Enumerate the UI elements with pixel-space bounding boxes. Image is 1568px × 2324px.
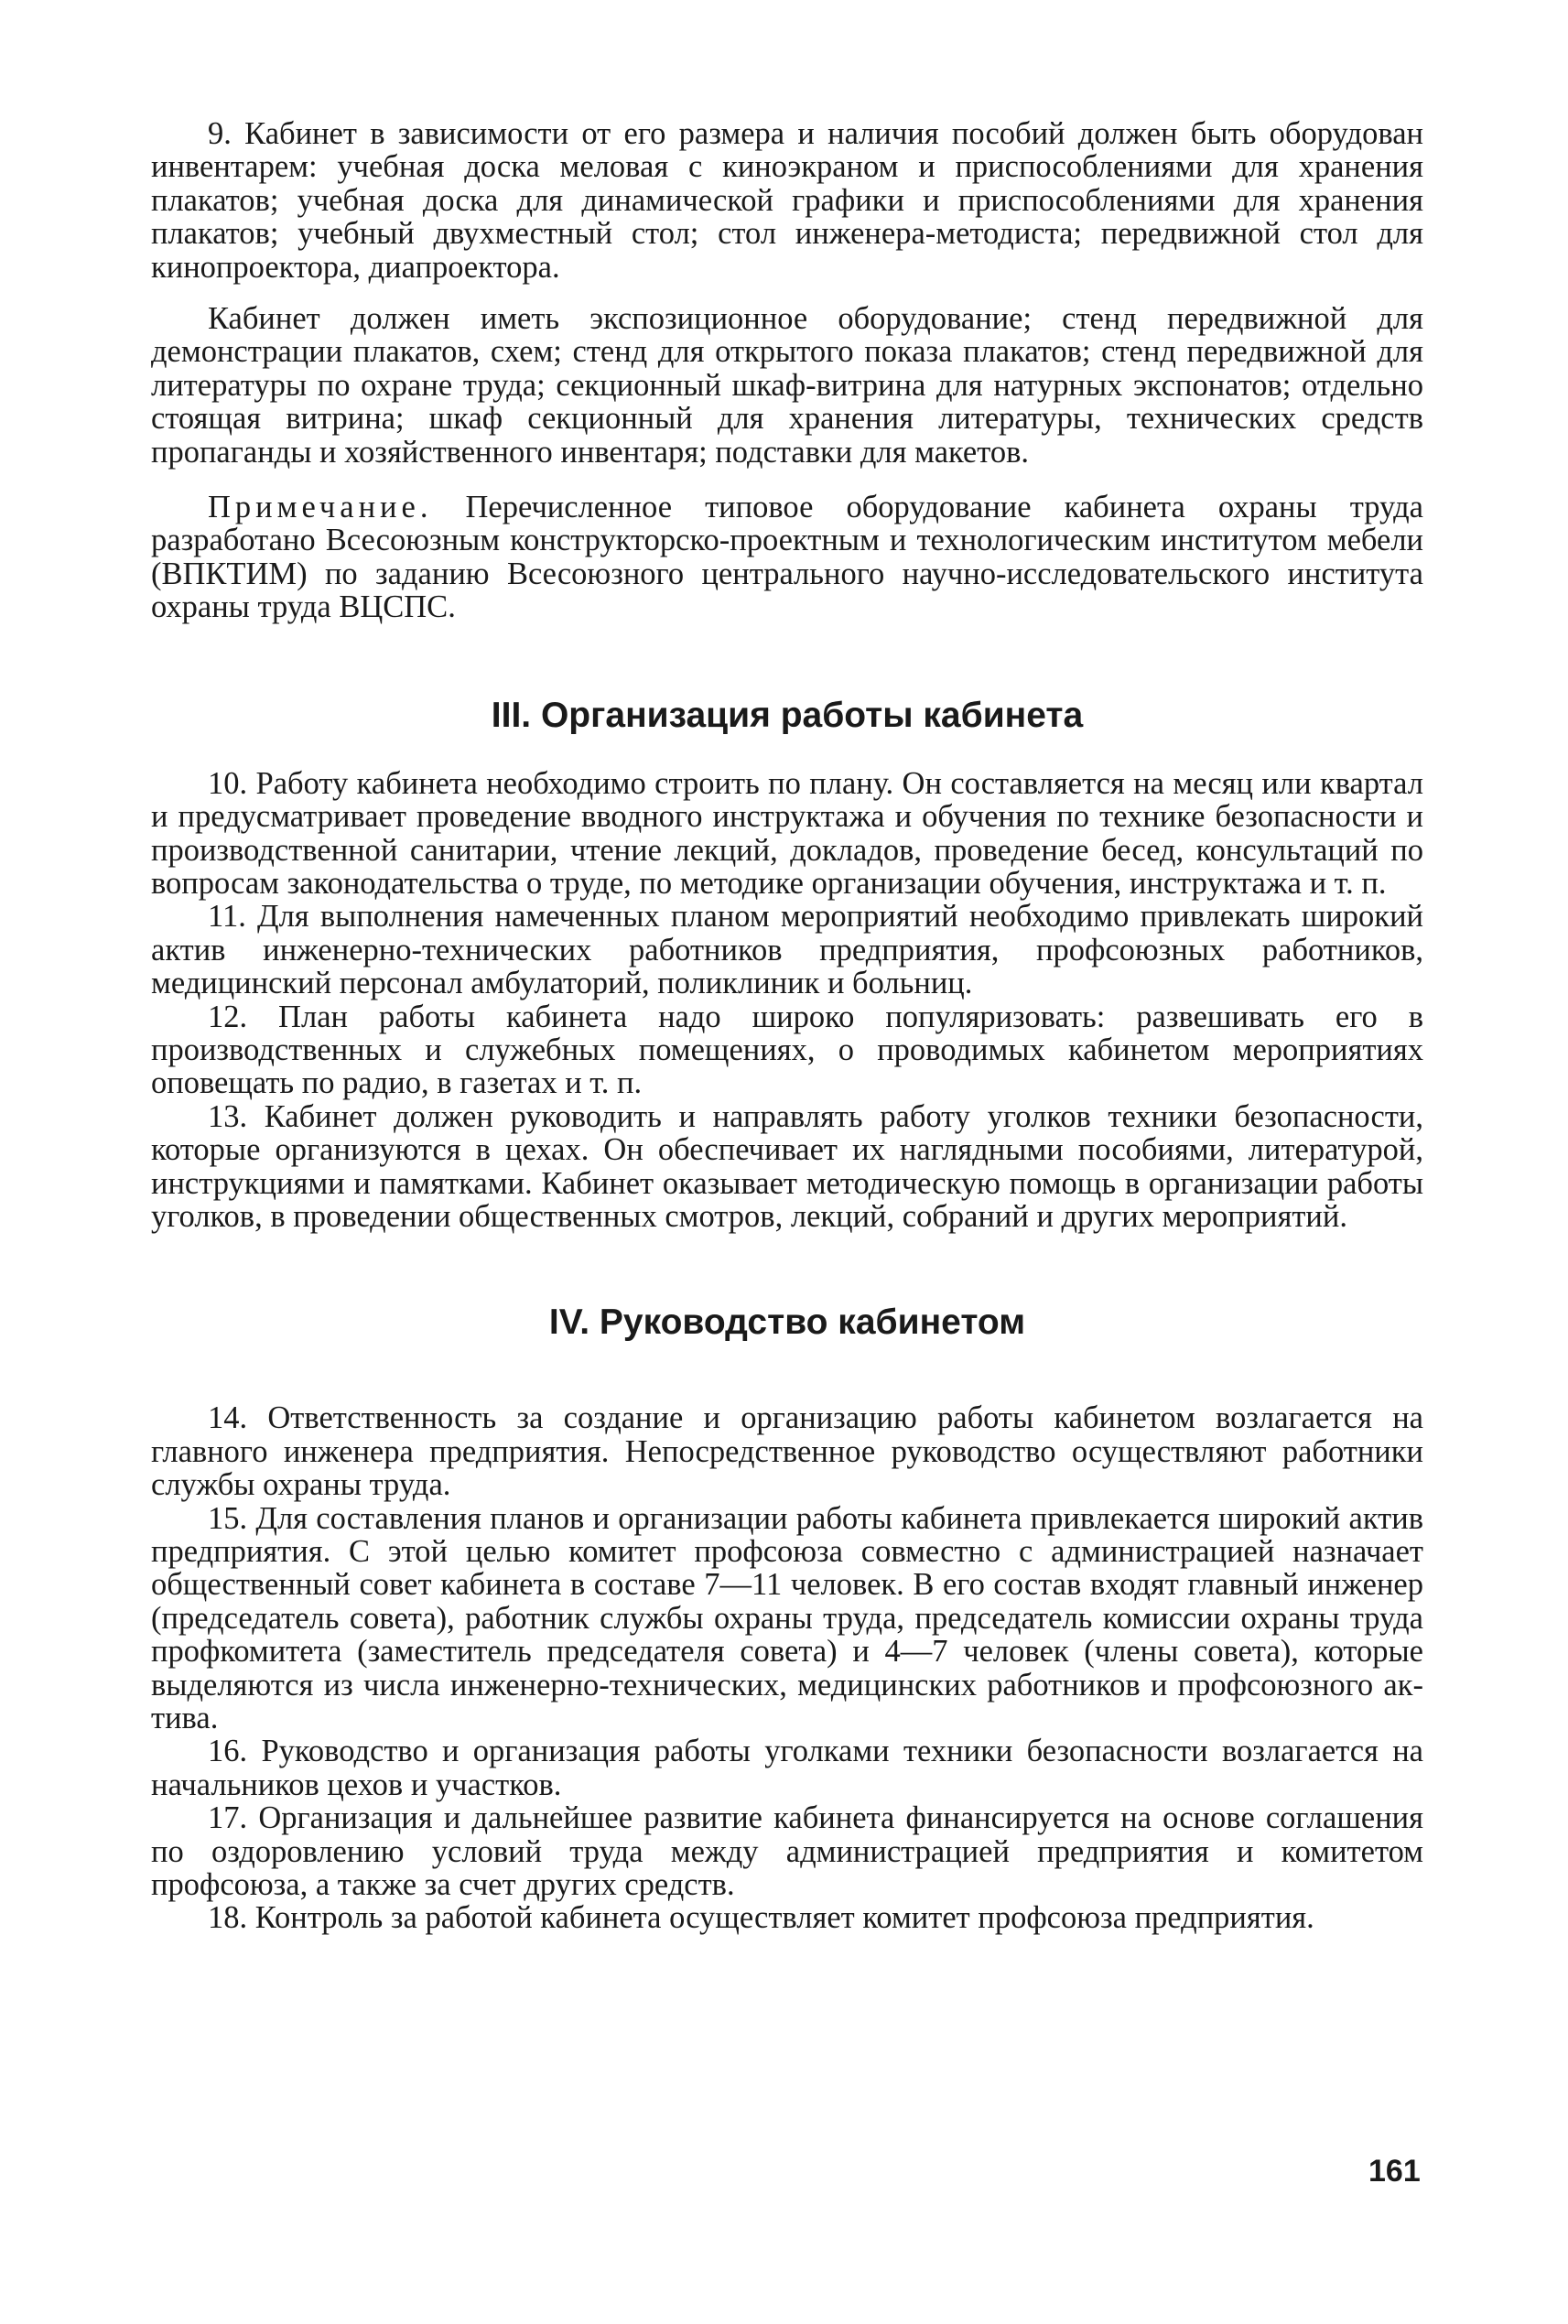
paragraph-11: 11. Для выполнения намеченных планом мероприятий необходимо привлекать широкий актив инженерно-технических работников предприятия, профсоюзных работников, медицинский персонал амбулаторий, поликлиник и больниц. bbox=[151, 899, 1423, 1001]
page-number: 161 bbox=[1368, 2154, 1421, 2189]
paragraph-13: 13. Кабинет должен руководить и направлять работу уголков техники безопасности, которые организуются в цехах. Он обеспечивает их наглядными пособиями, литературой, инструкциями и памятками. Кабинет оказывает методическую помощь в организации работы уголков, в проведении общественных смотров, лекций, собраний и других мероприятий. bbox=[151, 1098, 1423, 1234]
paragraph-exposition: Кабинет должен иметь экспозиционное оборудование; стенд передвижной для демонстрации плакатов, схем; стенд для открытого показа плакатов; стенд передвижной для литературы по охране труда; секционный шкаф-витрина для натурных экспонатов; отдельно стоящая витрина; шкаф секционный для хранения литературы, технических средств пропаганды и хозяйственного инвентаря; подставки для макетов. bbox=[151, 301, 1423, 470]
paragraph-15: 15. Для составления планов и организации работы кабинета привлекается широкий актив предприятия. С этой целью комитет профсоюза совместно с администрацией назначает общественный совет кабинета в составе 7—11 человек. В его состав входят главный инженер (председатель совета), работник службы охраны труда, председатель комиссии охраны труда профкомитета (заместитель председателя совета) и 4—7 человек (члены совета), которые выделяются из числа инженерно-технических, медицинских работников и профсоюзного актива. bbox=[151, 1500, 1423, 1736]
paragraph-10: 10. Работу кабинета необходимо строить по плану. Он составляется на месяц или квартал и предусматривает проведение вводного инструктажа и обучения по технике безопасности и производственной санитарии, чтение лекций, докладов, проведение бесед, консультаций по вопросам законодательства о труде, по методике организации обучения, инструктажа и т. п. bbox=[151, 765, 1423, 901]
paragraph-9: 9. Кабинет в зависимости от его размера и наличия пособий должен быть оборудован инвентарем: учебная доска меловая с киноэкраном и приспособлениями для хранения плакатов; учебная доска для динамической графики и приспособлениями для хранения плакатов; учебный двухместный стол; стол инженера-методиста; передвижной стол для кинопроектора, диапроектора. bbox=[151, 116, 1423, 285]
paragraph-12: 12. План работы кабинета надо широко популяризовать: развешивать его в производственных и служебных помещениях, о проводимых кабинетом мероприятиях оповещать по радио, в газетах и т. п. bbox=[151, 999, 1423, 1101]
section-3-title: III. Организация работы кабинета bbox=[491, 695, 1084, 735]
note-text: Перечисленное типовое оборудование кабинета охраны труда разработано Всесоюзным конструкторско-проектным и технологическим институтом мебели (ВПКТИМ) по заданию Всесоюзного центрального научно-исследовательского института охраны труда ВЦСПС. bbox=[151, 490, 1423, 625]
note-label: Примечание. bbox=[208, 490, 433, 525]
note-paragraph bbox=[151, 491, 1423, 624]
paragraph-17: 17. Организация и дальнейшее развитие кабинета финансируется на основе соглашения по оздоровлению условий труда между администрацией предприятия и комитетом профсоюза, а также за счет других средств. bbox=[151, 1800, 1423, 1903]
document-page bbox=[151, 117, 1423, 1935]
paragraph-14: 14. Ответственность за создание и организацию работы кабинетом возлагается на главного инженера предприятия. Непосредственное руководство осуществляют работники службы охраны труда. bbox=[151, 1400, 1423, 1503]
paragraph-16: 16. Руководство и организация работы уголками техники безопасности возлагается на начальников цехов и участков. bbox=[151, 1734, 1423, 1802]
section-4-title: IV. Руководство кабинетом bbox=[548, 1303, 1026, 1343]
paragraph-18: 18. Контроль за работой кабинета осуществляет комитет профсоюза предприятия. bbox=[208, 1900, 1314, 1936]
